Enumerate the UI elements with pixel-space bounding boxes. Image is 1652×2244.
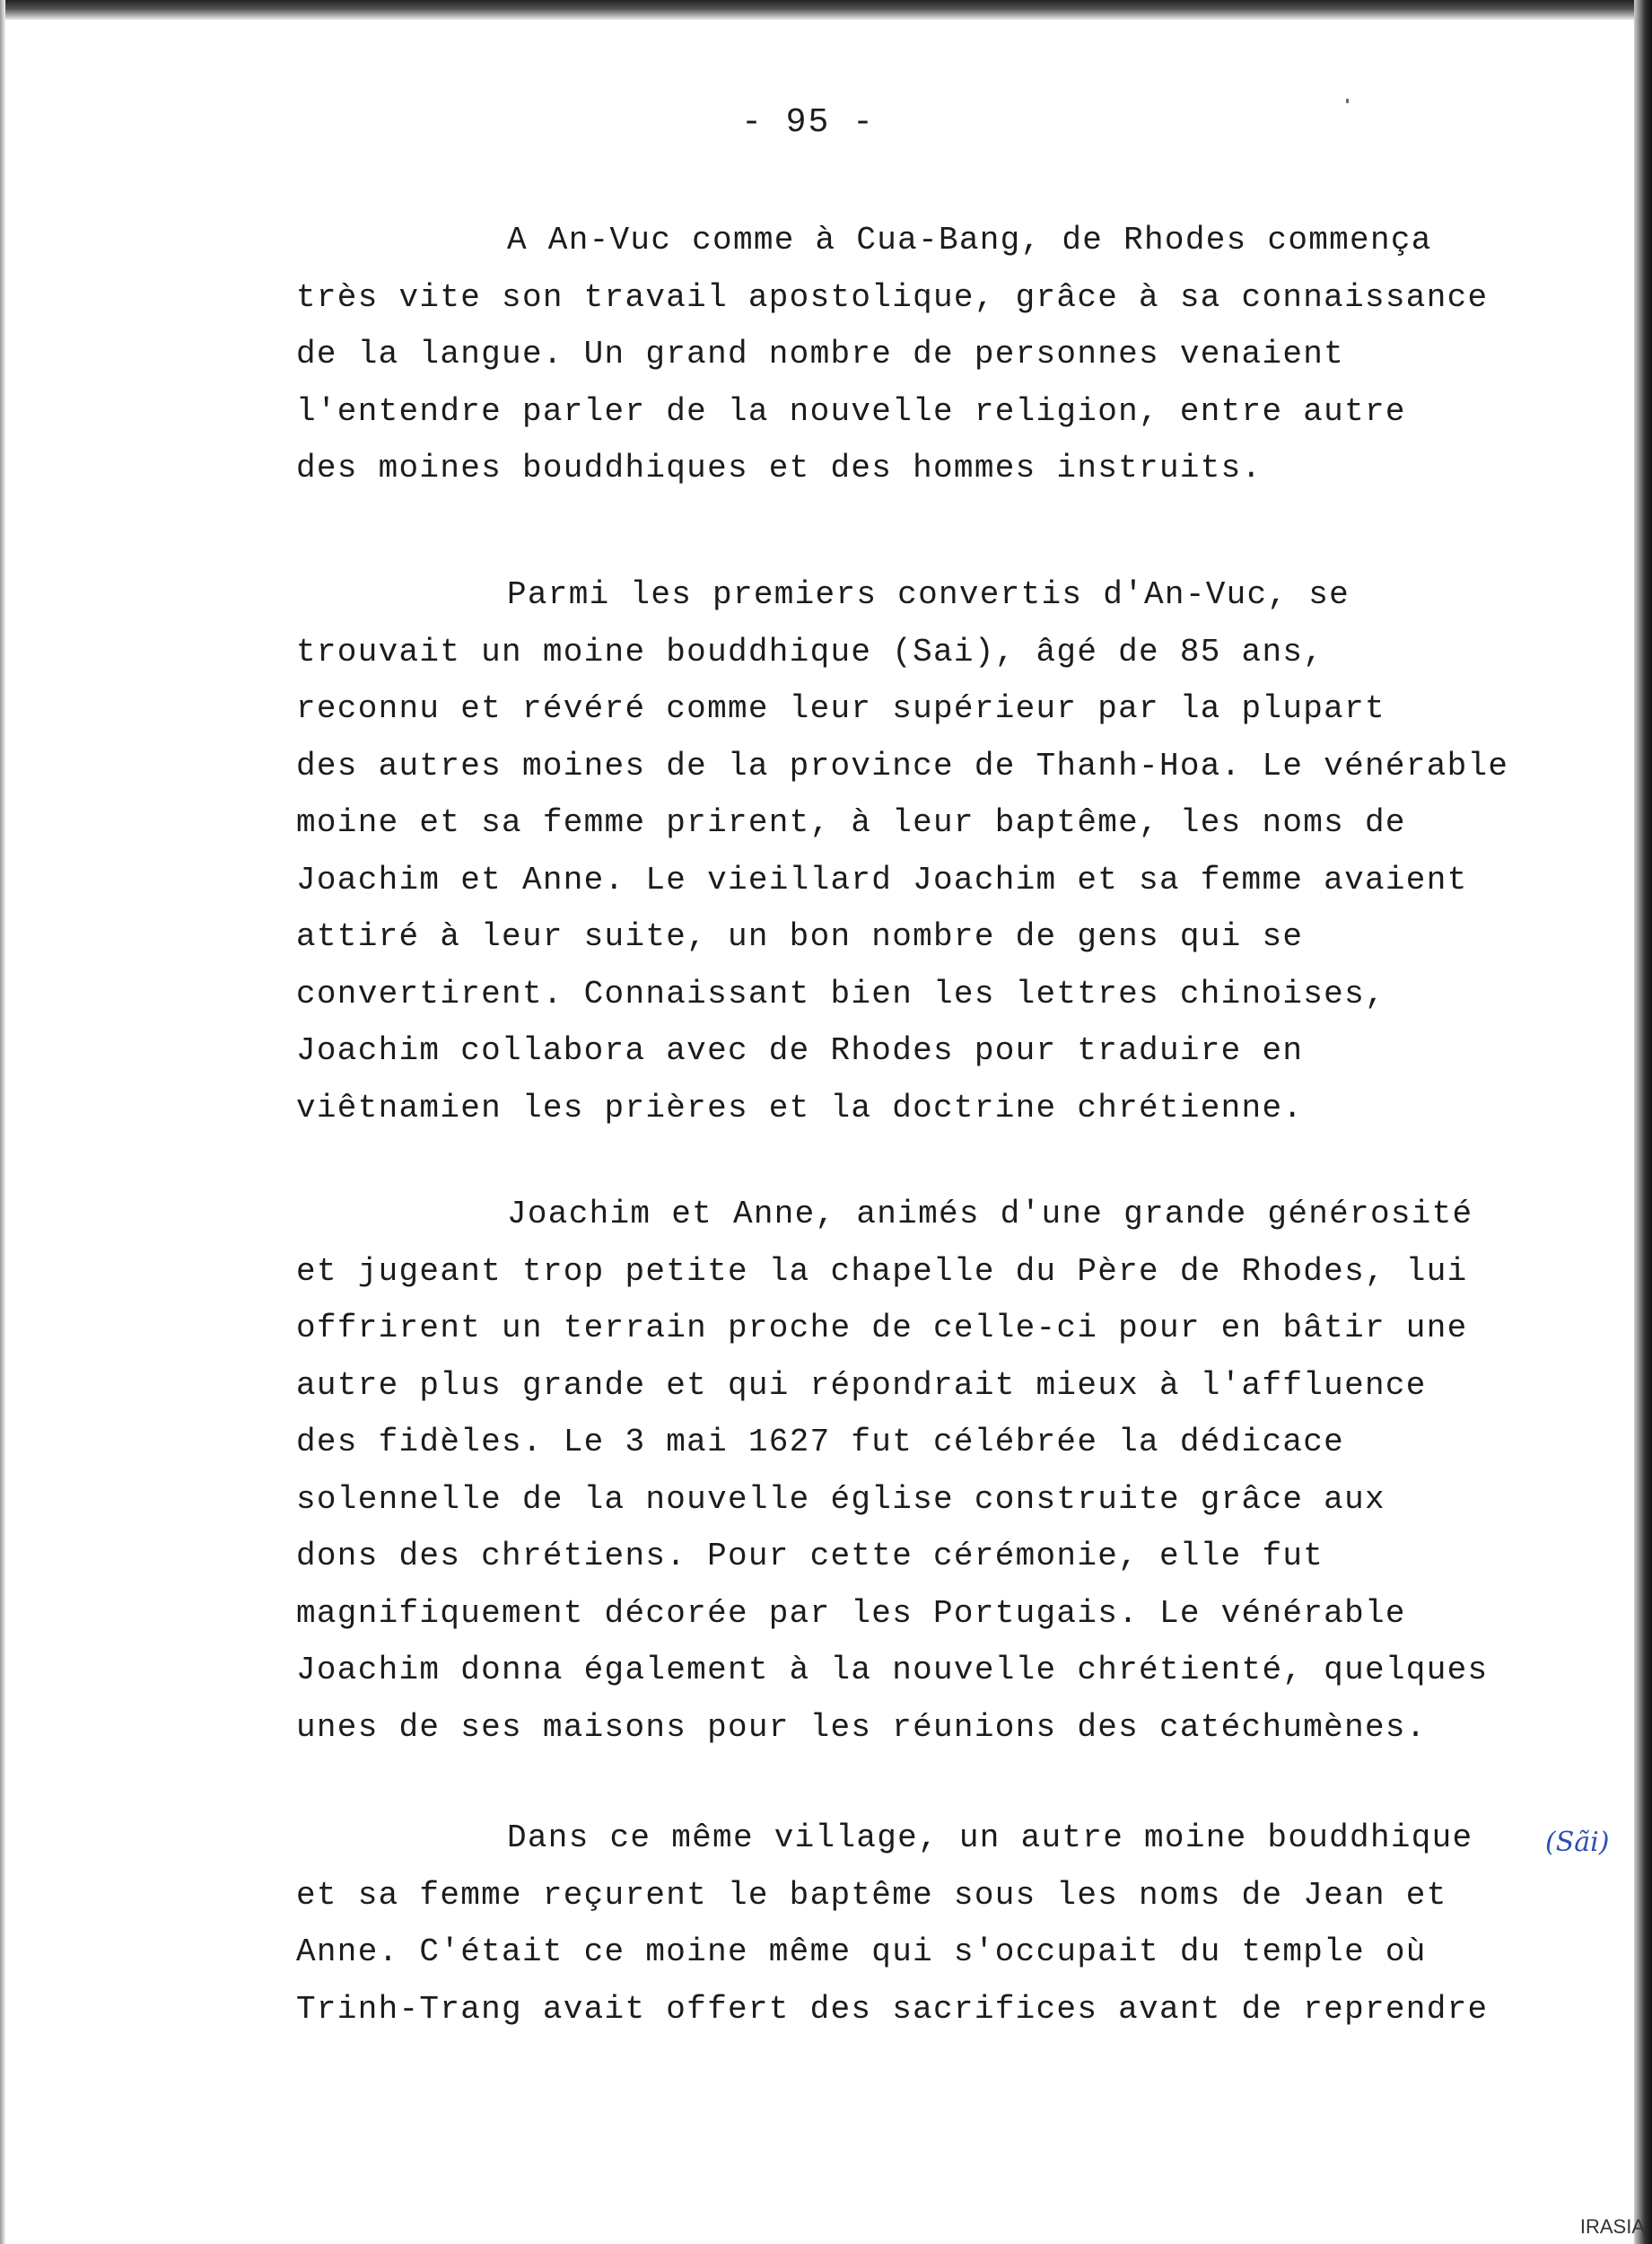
scan-edge-right bbox=[1634, 0, 1652, 2244]
paragraph-line: Joachim et Anne. Le vieillard Joachim et sa femme avaient bbox=[296, 861, 1468, 898]
paragraph-line: Joachim collabora avec de Rhodes pour traduire en bbox=[296, 1032, 1304, 1069]
paragraph-first-line: A An-Vuc comme à Cua-Bang, de Rhodes commença bbox=[507, 222, 1432, 259]
paragraph-first-line: Parmi les premiers convertis d'An-Vuc, se bbox=[507, 576, 1350, 613]
paragraph-line: autre plus grande et qui répondrait mieux à l'affluence bbox=[296, 1366, 1427, 1404]
watermark: IRASIA bbox=[1579, 2215, 1645, 2238]
paragraph-line: Trinh-Trang avait offert des sacrifices avant de reprendre bbox=[296, 1990, 1489, 2028]
paragraph-line: reconnu et révéré comme leur supérieur par la plupart bbox=[296, 690, 1385, 727]
scan-edge-left bbox=[0, 0, 5, 2244]
scan-edge-top bbox=[0, 0, 1652, 20]
page-number: - 95 - bbox=[741, 103, 875, 142]
paragraph-line: attiré à leur suite, un bon nombre de gens qui se bbox=[296, 918, 1304, 955]
paragraph-line: offrirent un terrain proche de celle-ci pour en bâtir une bbox=[296, 1310, 1468, 1346]
paragraph-line: moine et sa femme prirent, à leur baptême, les noms de bbox=[296, 804, 1406, 841]
paragraph-line: des moines bouddhiques et des hommes instruits. bbox=[296, 450, 1263, 486]
paragraph-line: viêtnamien les prières et la doctrine chrétienne. bbox=[296, 1089, 1304, 1126]
paragraph-line: très vite son travail apostolique, grâce à sa connaissance bbox=[296, 278, 1489, 316]
paragraph-first-line: Dans ce même village, un autre moine bouddhique bbox=[507, 1819, 1473, 1856]
paragraph-line: magnifiquement décorée par les Portugais. Le vénérable bbox=[296, 1594, 1406, 1632]
paragraph-line: solennelle de la nouvelle église construite grâce aux bbox=[296, 1480, 1385, 1518]
paragraph-line: des autres moines de la province de Thanh-Hoa. Le vénérable bbox=[296, 747, 1509, 785]
paragraph-first-line: Joachim et Anne, animés d'une grande générosité bbox=[507, 1196, 1473, 1232]
paragraph-line: convertirent. Connaissant bien les lettres chinoises, bbox=[296, 975, 1385, 1012]
paragraph-line: Joachim donna également à la nouvelle chrétienté, quelques bbox=[296, 1652, 1489, 1688]
paragraph-line: l'entendre parler de la nouvelle religion, entre autre bbox=[296, 392, 1406, 430]
paragraph-line: de la langue. Un grand nombre de personnes venaient bbox=[296, 336, 1345, 373]
paragraph-line: dons des chrétiens. Pour cette cérémonie, elle fut bbox=[296, 1538, 1324, 1574]
paragraph-line: trouvait un moine bouddhique (Sai), âgé de 85 ans, bbox=[296, 633, 1324, 671]
paragraph-line: des fidèles. Le 3 mai 1627 fut célébrée la dédicace bbox=[296, 1424, 1345, 1460]
handwritten-margin-annotation: (Sãi) bbox=[1545, 1827, 1610, 1858]
paragraph-line: et sa femme reçurent le baptême sous les noms de Jean et bbox=[296, 1876, 1447, 1914]
paragraph-line: Anne. C'était ce moine même qui s'occupait du temple où bbox=[296, 1933, 1427, 1970]
paragraph-line: et jugeant trop petite la chapelle du Père de Rhodes, lui bbox=[296, 1252, 1468, 1290]
paragraph-line: unes de ses maisons pour les réunions des catéchumènes. bbox=[296, 1708, 1427, 1746]
